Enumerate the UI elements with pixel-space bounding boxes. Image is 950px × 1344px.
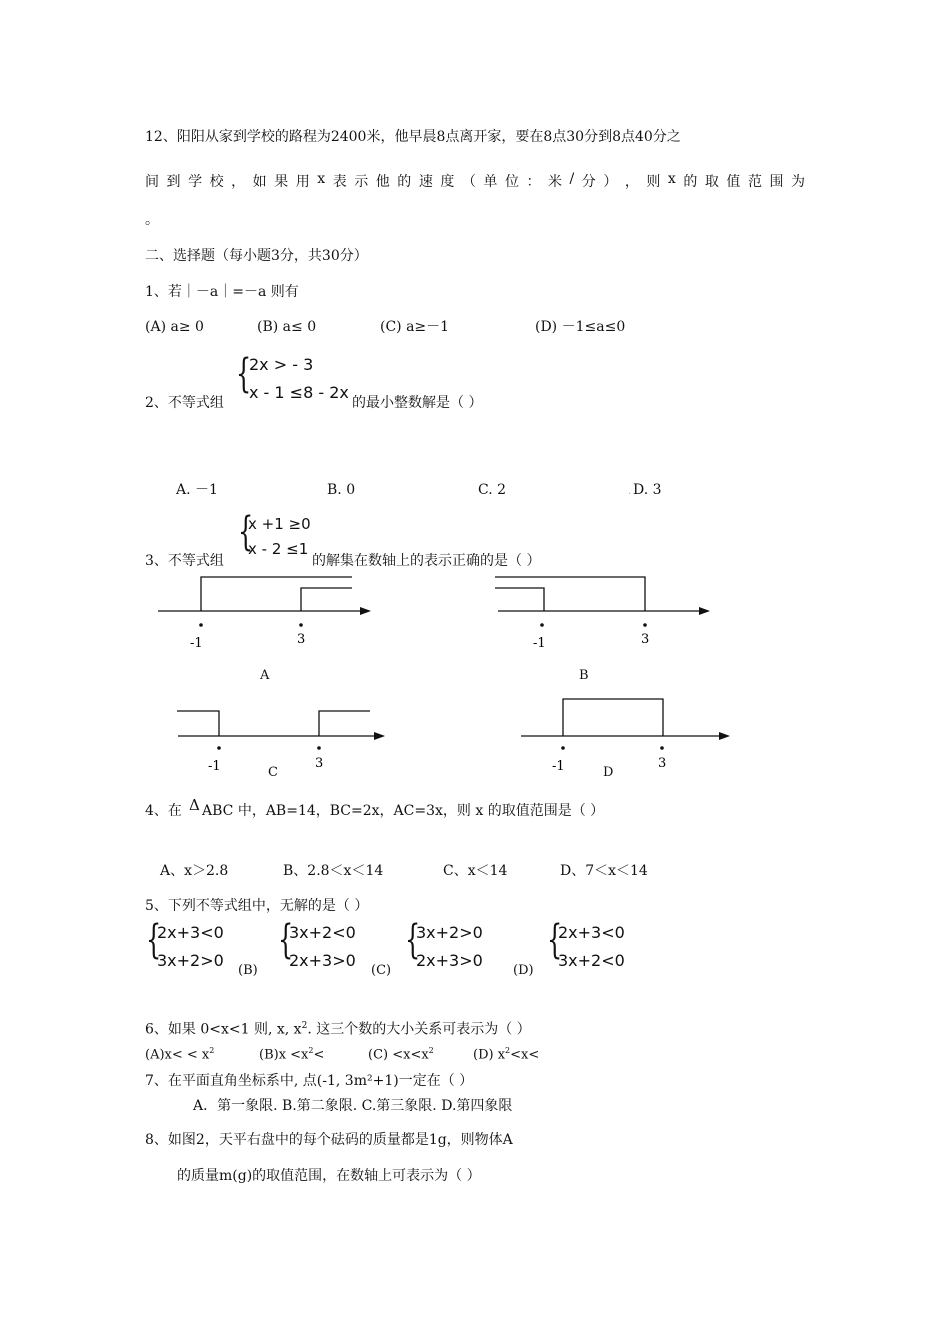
q3-prefix: 3、不等式组	[145, 553, 224, 569]
q2-eq1: 2x > - 3	[249, 355, 314, 374]
q5-label-c: (C)	[371, 963, 392, 978]
q5-brace-d: {	[547, 917, 563, 963]
q8-line2: 的质量m(g)的取值范围，在数轴上可表示为（ ）	[177, 1168, 481, 1184]
q5-a-eq2: 3x+2>0	[157, 951, 224, 970]
q3-eq1: x +1 ≥0	[248, 515, 311, 533]
q5-stem: 5、下列不等式组中，无解的是（ ）	[145, 898, 369, 914]
q5-brace-a: {	[146, 917, 162, 963]
q7-options: A．第一象限. B.第二象限. C.第三象限. D.第四象限	[193, 1098, 513, 1114]
q12-char: （	[461, 174, 476, 190]
q12-char: 值	[726, 174, 741, 190]
q12-char: 单	[483, 174, 498, 190]
q5-c-eq2: 2x+3>0	[416, 951, 483, 970]
q2-option-b: B. 0	[327, 482, 356, 498]
q6-option-a: $(A)x< < x^2$	[145, 1046, 215, 1063]
svg-text:-1: -1	[208, 759, 221, 774]
q12-char: 果	[274, 174, 289, 190]
q12-char: 取	[704, 174, 719, 190]
q1-option-a: (A) a≥ 0	[145, 319, 204, 335]
q3-eq2: x - 2 ≤1	[248, 540, 309, 558]
q12-char: /	[569, 171, 575, 187]
svg-text:-1: -1	[552, 759, 565, 774]
number-line-a	[155, 570, 385, 660]
q12-char: 为	[791, 174, 805, 190]
q2-option-d: D. 3	[633, 482, 662, 498]
q5-c-eq1: 3x+2>0	[416, 923, 483, 942]
svg-text:-1: -1	[190, 636, 203, 651]
q12-char: 他	[375, 174, 390, 190]
label-c: C	[268, 765, 278, 780]
q3-suffix: 的解集在数轴上的表示正确的是（ ）	[312, 553, 541, 569]
q12-char: 围	[769, 174, 784, 190]
q1-option-d: (D) －1≤a≤0	[535, 319, 626, 335]
q4-stem-pre: 4、在	[145, 803, 182, 819]
q2-mark: .	[628, 486, 632, 497]
q8-line1: 8、如图2，天平右盘中的每个砝码的质量都是1g，则物体A	[145, 1132, 513, 1148]
q2-eq2: x - 1 ≤8 - 2x	[249, 383, 349, 402]
label-d: D	[603, 765, 614, 780]
q12-line1: 12、阳阳从家到学校的路程为2400米，他早晨8点离开家，要在8点30分到8点40分之	[145, 129, 681, 145]
q4-option-d: D、7＜x＜14	[560, 863, 648, 879]
q12-char: x	[317, 171, 326, 187]
q1-stem: 1、若｜－a｜=－a 则有	[145, 284, 299, 300]
q5-b-eq2: 2x+3>0	[289, 951, 356, 970]
section-title: 二、选择题（每小题3分，共30分）	[145, 248, 368, 264]
q6-option-c: $(C) <x<x^2$	[368, 1046, 434, 1063]
q12-char: x	[667, 171, 676, 187]
q12-char: 到	[166, 174, 181, 190]
q3-brace: {	[238, 509, 254, 555]
q12-char: ）	[603, 174, 618, 190]
q12-char: ，	[231, 174, 246, 190]
svg-text:3: 3	[641, 632, 650, 647]
q12-char: 米	[548, 174, 562, 190]
label-a: A	[260, 668, 270, 683]
q12-char: ：	[526, 174, 541, 190]
q5-d-eq2: 3x+2<0	[558, 951, 625, 970]
q12-char: 速	[418, 174, 433, 190]
q12-char: 表	[332, 174, 347, 190]
q4-stem-post: ABC 中，AB=14，BC=2x，AC=3x，则 x 的取值范围是（ ）	[202, 803, 605, 819]
q6-stem: 6、如果 0<x<1 则, x, $x^2$. 这三个数的大小关系可表示为（ ）	[145, 1021, 531, 1038]
q5-label-b: (B)	[238, 963, 258, 978]
q6-option-d: (D) $x^2<x<$	[473, 1046, 540, 1063]
q12-char: 示	[354, 174, 369, 190]
svg-text:3: 3	[297, 632, 306, 647]
q12-line2	[145, 171, 805, 191]
q12-char: 的	[397, 174, 412, 190]
q12-char: 分	[581, 174, 596, 190]
q5-d-eq1: 2x+3<0	[558, 923, 625, 942]
q1-option-c: (C) a≥－1	[380, 319, 450, 335]
q12-char: ，	[624, 174, 639, 190]
q1-option-b: (B) a≤ 0	[257, 319, 317, 335]
q5-b-eq1: 3x+2<0	[289, 923, 356, 942]
number-line-b	[495, 570, 725, 660]
q4-option-c: C、x＜14	[443, 863, 508, 879]
q5-brace-b: {	[278, 917, 294, 963]
q2-prefix: 2、不等式组	[145, 395, 224, 411]
q7-stem: 7、在平面直角坐标系中, 点(-1, 3m²+1)一定在（ ）	[145, 1073, 474, 1089]
q5-label-d: (D)	[513, 963, 534, 978]
q12-char: 的	[683, 174, 698, 190]
svg-text:3: 3	[658, 756, 667, 771]
q12-char: 范	[747, 174, 762, 190]
q12-line3: 。	[145, 212, 159, 228]
svg-text:-1: -1	[533, 636, 546, 651]
q5-a-eq1: 2x+3<0	[157, 923, 224, 942]
q12-char: 校	[209, 174, 224, 190]
q6-option-b: $(B)x <x^2<$	[259, 1046, 325, 1063]
q4-option-b: B、2.8＜x＜14	[283, 863, 384, 879]
q2-option-c: C. 2	[478, 482, 507, 498]
q12-char: 学	[188, 174, 203, 190]
q4-triangle: Δ	[189, 796, 200, 814]
q12-char: 位	[504, 174, 519, 190]
number-line-c	[175, 700, 395, 780]
q4-option-a: A、x＞2.8	[160, 863, 229, 879]
label-b: B	[579, 668, 589, 683]
q2-option-a: A. －1	[176, 482, 218, 498]
q5-brace-c: {	[405, 917, 421, 963]
number-line-d	[520, 690, 740, 780]
q12-char: 度	[440, 174, 455, 190]
q2-suffix: 的最小整数解是（ ）	[352, 395, 483, 411]
q12-char: 间	[145, 174, 159, 190]
q12-char: 如	[252, 174, 267, 190]
q12-char: 用	[295, 174, 310, 190]
q12-char: 则	[646, 174, 661, 190]
svg-text:3: 3	[315, 756, 324, 771]
q2-brace: {	[236, 351, 252, 397]
